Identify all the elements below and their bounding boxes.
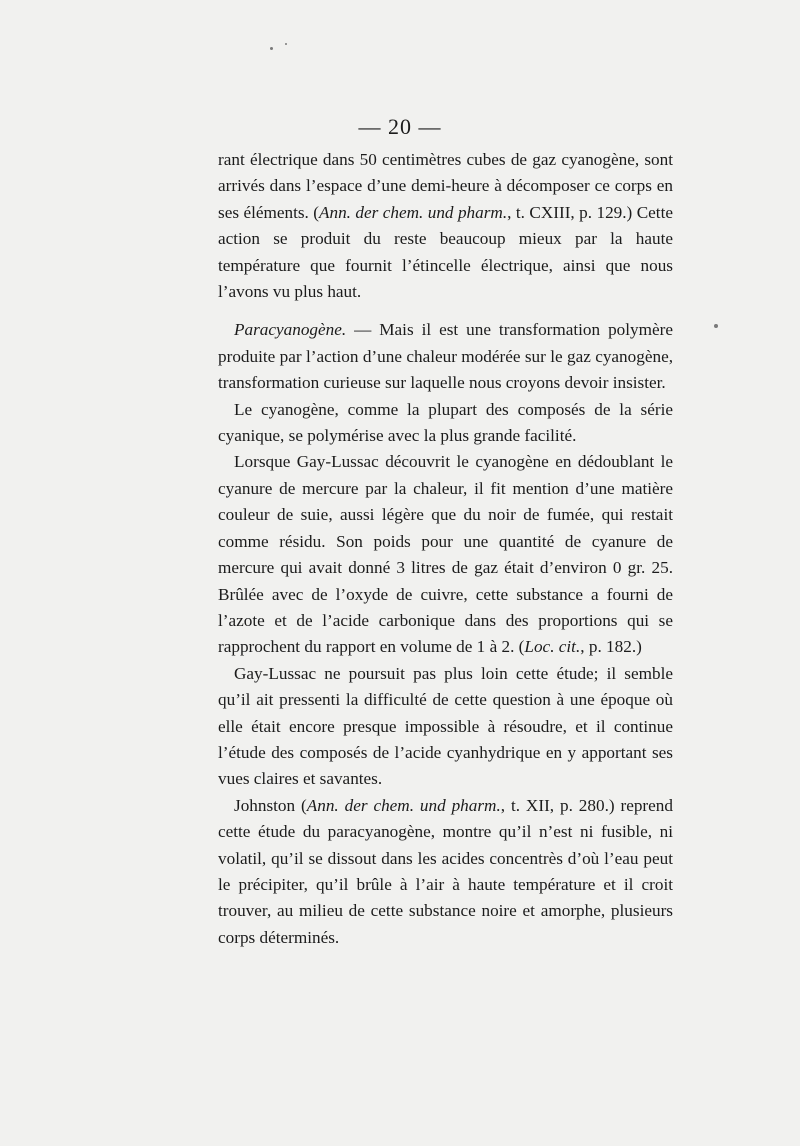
citation-title: Ann. der chem. und pharm.	[318, 202, 508, 222]
page-number: — 20 —	[358, 114, 442, 139]
text-run: , t. XII, p. 280.) reprend cette étude du paracyanogène, montre qu’il n’est ni fusible, ni volatil, qu’il se dissout dans les acides concentrès d’où l’eau peut le précipiter, qu’il brûle à l’air à haute température et il croit trouver, au milieu de cette substance noire et amorphe, plusieurs corps déterminés.	[218, 795, 673, 947]
text-run: , t. CXIII, p. 129.) Cette action se produit du reste beaucoup mieux par la haute température que fournit l’étincelle électrique, ainsi que nous l’avons vu plus haut.	[218, 202, 673, 302]
paragraph-5	[218, 661, 673, 793]
text-run: Gay-Lussac ne poursuit pas plus loin cette étude; il semble qu’il ait pressenti la difficulté de cette question à une époque où elle était encore presque impossible à résoudre, et il continue l’étude des composés de l’acide cyanhydrique en y apportant ses vues claires et savantes.	[218, 663, 673, 789]
text-run: Le cyanogène, comme la plupart des composés de la série cyanique, se polymérise avec la plus grande facilité.	[218, 399, 673, 446]
text-run: — Mais il est une transformation polymère produite par l’action d’une chaleur modérée sur le gaz cyanogène, transformation curieuse sur laquelle nous croyons devoir insister.	[218, 320, 673, 393]
text-run: , p. 182.)	[580, 637, 642, 657]
citation-title: Ann. der chem. und pharm.	[306, 795, 501, 815]
body-text	[218, 147, 673, 951]
text-run: rant électrique dans 50 centimètres cubes de gaz cyanogène, sont arrivés dans l’espace d’une demi-heure à décomposer ce corps en ses éléments. (	[218, 150, 673, 222]
paragraph-4	[218, 449, 673, 660]
print-speck	[270, 47, 273, 50]
paragraph-3	[218, 397, 673, 450]
citation-title: Loc. cit.	[524, 637, 581, 657]
paragraph-1	[218, 147, 673, 305]
print-speck	[714, 324, 718, 328]
text-run: Johnston (	[234, 795, 307, 815]
paragraph-6	[218, 793, 673, 951]
print-speck	[285, 43, 287, 45]
section-heading-paracyanogene: Paracyanogène.	[234, 320, 347, 340]
paragraph-2	[218, 317, 673, 396]
text-run: Lorsque Gay-Lussac découvrit le cyanogène en dédoublant le cyanure de mercure par la chaleur, il fit mention d’une matière couleur de suie, aussi légère que du noir de fumée, qui restait comme résidu. Son poids pour une quantité de cyanure de mercure qui avait donné 3 litres de gaz était d’environ 0 gr. 25. Brûlée avec de l’oxyde de cuivre, cette substance a fourni de l’azote et de l’acide carbonique dans des proportions qui se rapprochent du rapport en volume de 1 à 2. (	[218, 452, 673, 657]
